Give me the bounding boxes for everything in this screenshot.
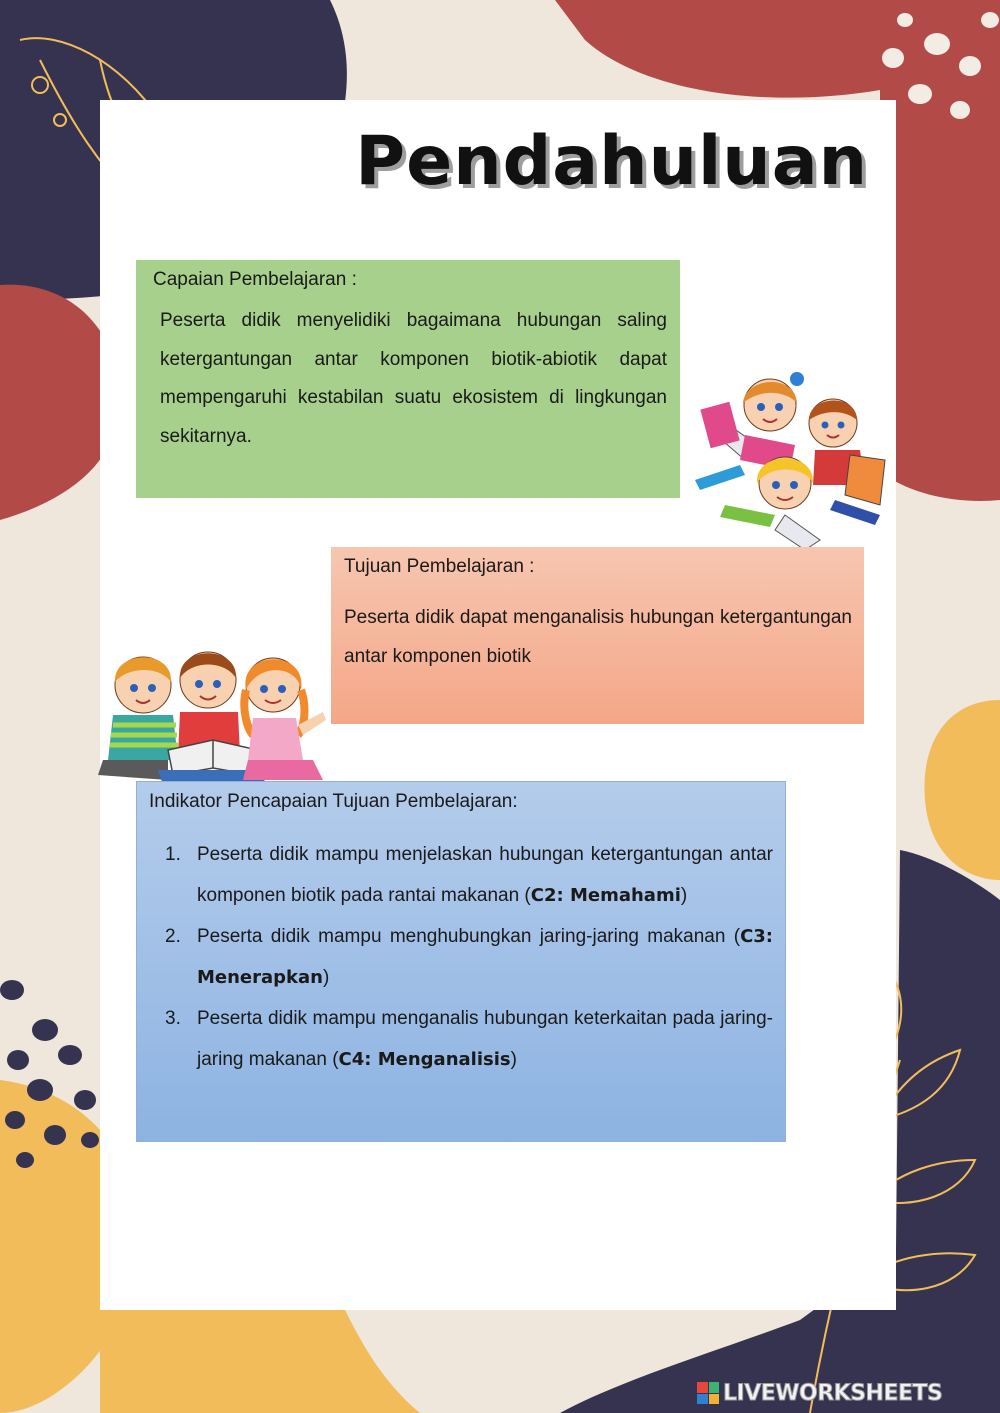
list-item-close: ): [680, 885, 688, 906]
cognitive-level: C4: Menganalisis: [338, 1049, 511, 1070]
list-item-text: Peserta didik mampu menjelaskan hubungan ketergantungan antar komponen biotik pada rantai makanan (: [197, 844, 773, 906]
liveworksheets-logo: [697, 1380, 942, 1406]
cognitive-level: C2: Memahami: [530, 885, 681, 906]
list-item-text: Peserta didik mampu menghubungkan jaring-jaring makanan (: [197, 926, 741, 947]
liveworksheets-logo-icon: [697, 1382, 719, 1404]
tujuan-box: [331, 547, 864, 724]
kids-sitting-illustration: [98, 640, 330, 788]
indikator-heading: Indikator Pencapaian Tujuan Pembelajaran:: [149, 791, 518, 812]
list-item-close: ): [322, 967, 330, 988]
tujuan-text: Peserta didik dapat menganalisis hubungan ketergantungan antar komponen biotik: [344, 607, 852, 667]
list-item: [165, 834, 773, 916]
page-title: Pendahuluan: [355, 122, 868, 201]
list-number: 3.: [165, 1008, 181, 1029]
list-item-close: ): [510, 1049, 517, 1070]
tujuan-heading: Tujuan Pembelajaran :: [344, 556, 535, 577]
list-item: [165, 916, 773, 998]
kids-reading-illustration: [685, 365, 890, 550]
list-number: 1.: [165, 844, 181, 865]
cognitive-level: C3: Menerapkan: [197, 926, 773, 988]
capaian-heading: Capaian Pembelajaran :: [153, 269, 357, 290]
capaian-box: [136, 260, 680, 498]
list-number: 2.: [165, 926, 181, 947]
indikator-box: [136, 781, 786, 1142]
list-item: [165, 998, 773, 1080]
list-item-text: Peserta didik mampu menganalis hubungan keterkaitan pada jaring-jaring makanan (: [197, 1008, 773, 1070]
watermark-text: LIVEWORKSHEETS: [723, 1380, 943, 1406]
capaian-text: Peserta didik menyelidiki bagaimana hubungan saling ketergantungan antar komponen biotik-abiotik dapat mempengaruhi kestabilan suatu ekosistem di lingkungan sekitarnya.: [160, 310, 667, 447]
indikator-list: [165, 834, 773, 1080]
